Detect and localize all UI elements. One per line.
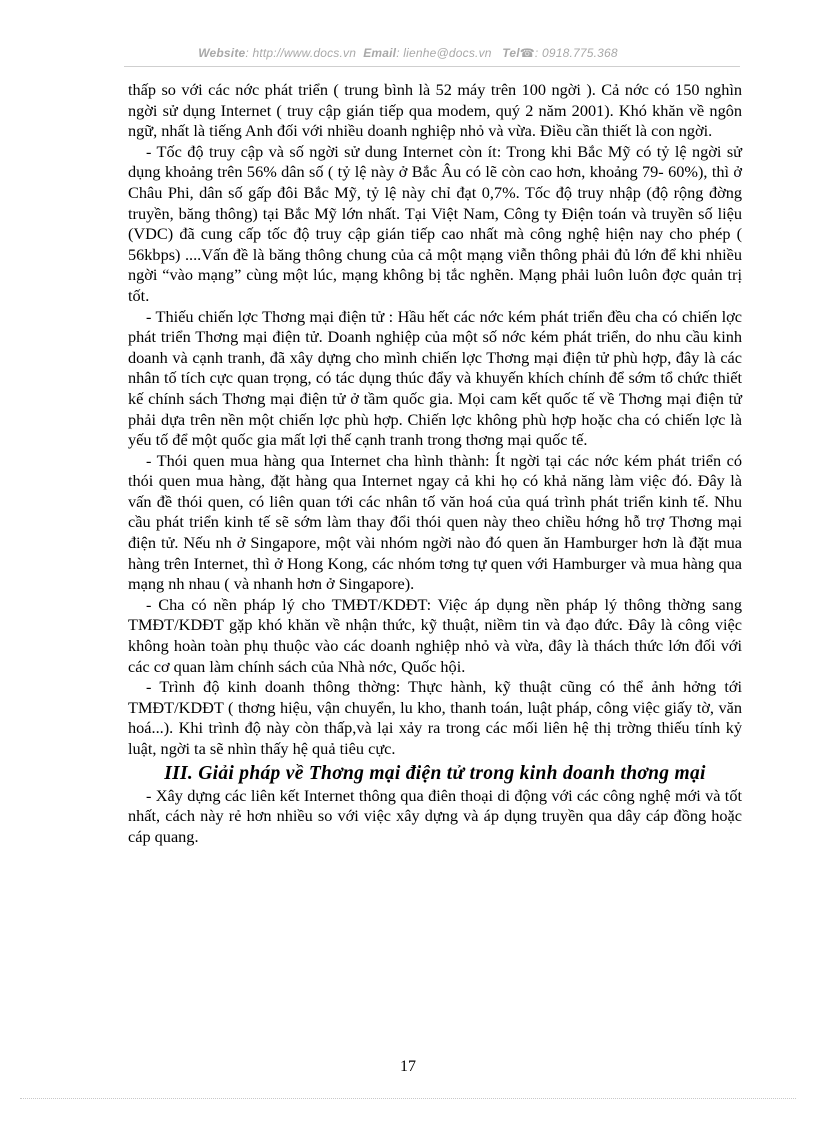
email-value: : lienhe@docs.vn — [396, 46, 492, 60]
page-header — [0, 46, 816, 60]
paragraph: - Tốc độ truy cập và số ngời sử dung Internet còn ít: Trong khi Bắc Mỹ có tỷ lệ ngời sử dụng khoảng trên 56% dân số ( tỷ lệ này ở Bắc Âu có lẽ còn cao hơn, khoảng 79- 60%), thì ở Châu Phi, dân số gấp đôi Bắc Mỹ, tỷ lệ này chỉ đạt 0,7%. Tốc độ truy nhập (độ rộng đờng truyền, băng thông) tại Bắc Mỹ lớn nhất. Tại Việt Nam, Công ty Điện toán và truyền số liệu (VDC) đã cung cấp tốc độ truy cập gián tiếp cao nhất mà công nghệ hiện nay cho phép ( 56kbps) ....Vấn đề là băng thông chung của cả một mạng viễn thông phải đủ lớn để khi nhiều ngời “vào mạng” cùng một lúc, mạng không bị tắc nghẽn. Mạng phải luôn luôn đợc quản trị tốt. — [128, 141, 742, 305]
tel-label: Tel — [502, 46, 520, 60]
document-body — [128, 80, 742, 847]
website-label: Website — [198, 46, 246, 60]
footer-divider — [20, 1098, 796, 1099]
paragraph: thấp so với các nớc phát triển ( trung bình là 52 máy trên 100 ngời ). Cả nớc có 150 nghìn ngời sử dụng Internet ( truy cập gián tiếp qua modem, quý 2 năm 2001). Khó khăn về ngôn ngữ, nhất là tiếng Anh đối với nhiều doanh nghiệp nhỏ và vừa. Điều cần thiết là con ngời. — [128, 80, 742, 141]
paragraph: - Cha có nền pháp lý cho TMĐT/KDĐT: Việc áp dụng nền pháp lý thông thờng sang TMĐT/KDĐT gặp khó khăn về nhận thức, kỹ thuật, niềm tin và đạo đức. Đây là công việc không hoàn toàn phụ thuộc vào các doanh nghiệp nhỏ và vừa, đây là thách thức lớn đối với các cơ quan làm chính sách của Nhà nớc, Quốc hội. — [128, 594, 742, 676]
paragraph: - Thiếu chiến lợc Thơng mại điện tử : Hầu hết các nớc kém phát triển đều cha có chiến lợc phát triển Thơng mại điện tử. Doanh nghiệp của một số nớc kém phát triển, do nhu cầu kinh doanh và cạnh tranh, đã xây dựng cho mình chiến lợc Thơng mại điện tử phù hợp, đây là các nhân tố tích cực quan trọng, có tác dụng thúc đẩy và khuyến khích chính để sớm tổ chức thiết kế chính sách Thơng mại điện tử ở tầm quốc gia. Mọi cam kết quốc tế về Thơng mại điện tử phải dựa trên nền một chiến lợc phù hợp. Chiến lợc không phù hợp hoặc cha có chiến lợc là yếu tố để một quốc gia mất lợi thế cạnh tranh trong thơng mại quốc tế. — [128, 306, 742, 450]
page-number: 17 — [400, 1058, 416, 1075]
paragraph: - Xây dựng các liên kết Internet thông qua điên thoại di động với các công nghệ mới và tốt nhất, cách này rẻ hơn nhiều so với việc xây dựng và áp dụng truyền qua dây cáp đồng hoặc cáp quang. — [128, 785, 742, 846]
email-label: Email — [363, 46, 397, 60]
section-heading: III. Giải pháp về Thơng mại điện tử trong kinh doanh thơng mại — [164, 762, 706, 784]
header-divider — [124, 66, 740, 67]
paragraph: - Thói quen mua hàng qua Internet cha hình thành: Ít ngời tại các nớc kém phát triển có thói quen mua hàng, đặt hàng qua Internet ngay cả khi họ có khả năng làm việc đó. Đây là vấn đề thói quen, có liên quan tới các nhân tố văn hoá của quá trình phát triển kinh tế. Nhu cầu phát triển kinh tế sẽ sớm làm thay đổi thói quen này theo chiều hớng hỗ trợ Thơng mại điện tử. Nếu nh ở Singapore, một vài nhóm ngời nào đó quen ăn Hamburger hơn là đặt mua hàng trên Internet, thì ở Hong Kong, các nhóm tơng tự quen với Hamburger và mua hàng qua mạng nh nhau ( và nhanh hơn ở Singapore). — [128, 450, 742, 594]
paragraph: - Trình độ kinh doanh thông thờng: Thực hành, kỹ thuật cũng có thể ảnh hởng tới TMĐT/KDĐT ( thơng hiệu, vận chuyển, lu kho, thanh toán, luật pháp, công việc giấy tờ, văn hoá...). Khi trình độ này còn thấp,và lại xảy ra trong các mối liên hệ thị trờng thiếu tính kỷ luật, ngời ta sẽ nhìn thấy hệ quả tiêu cực. — [128, 677, 742, 758]
tel-value: : 0918.775.368 — [534, 46, 618, 60]
website-value: : http://www.docs.vn — [245, 46, 357, 60]
phone-icon: ☎ — [519, 46, 535, 60]
